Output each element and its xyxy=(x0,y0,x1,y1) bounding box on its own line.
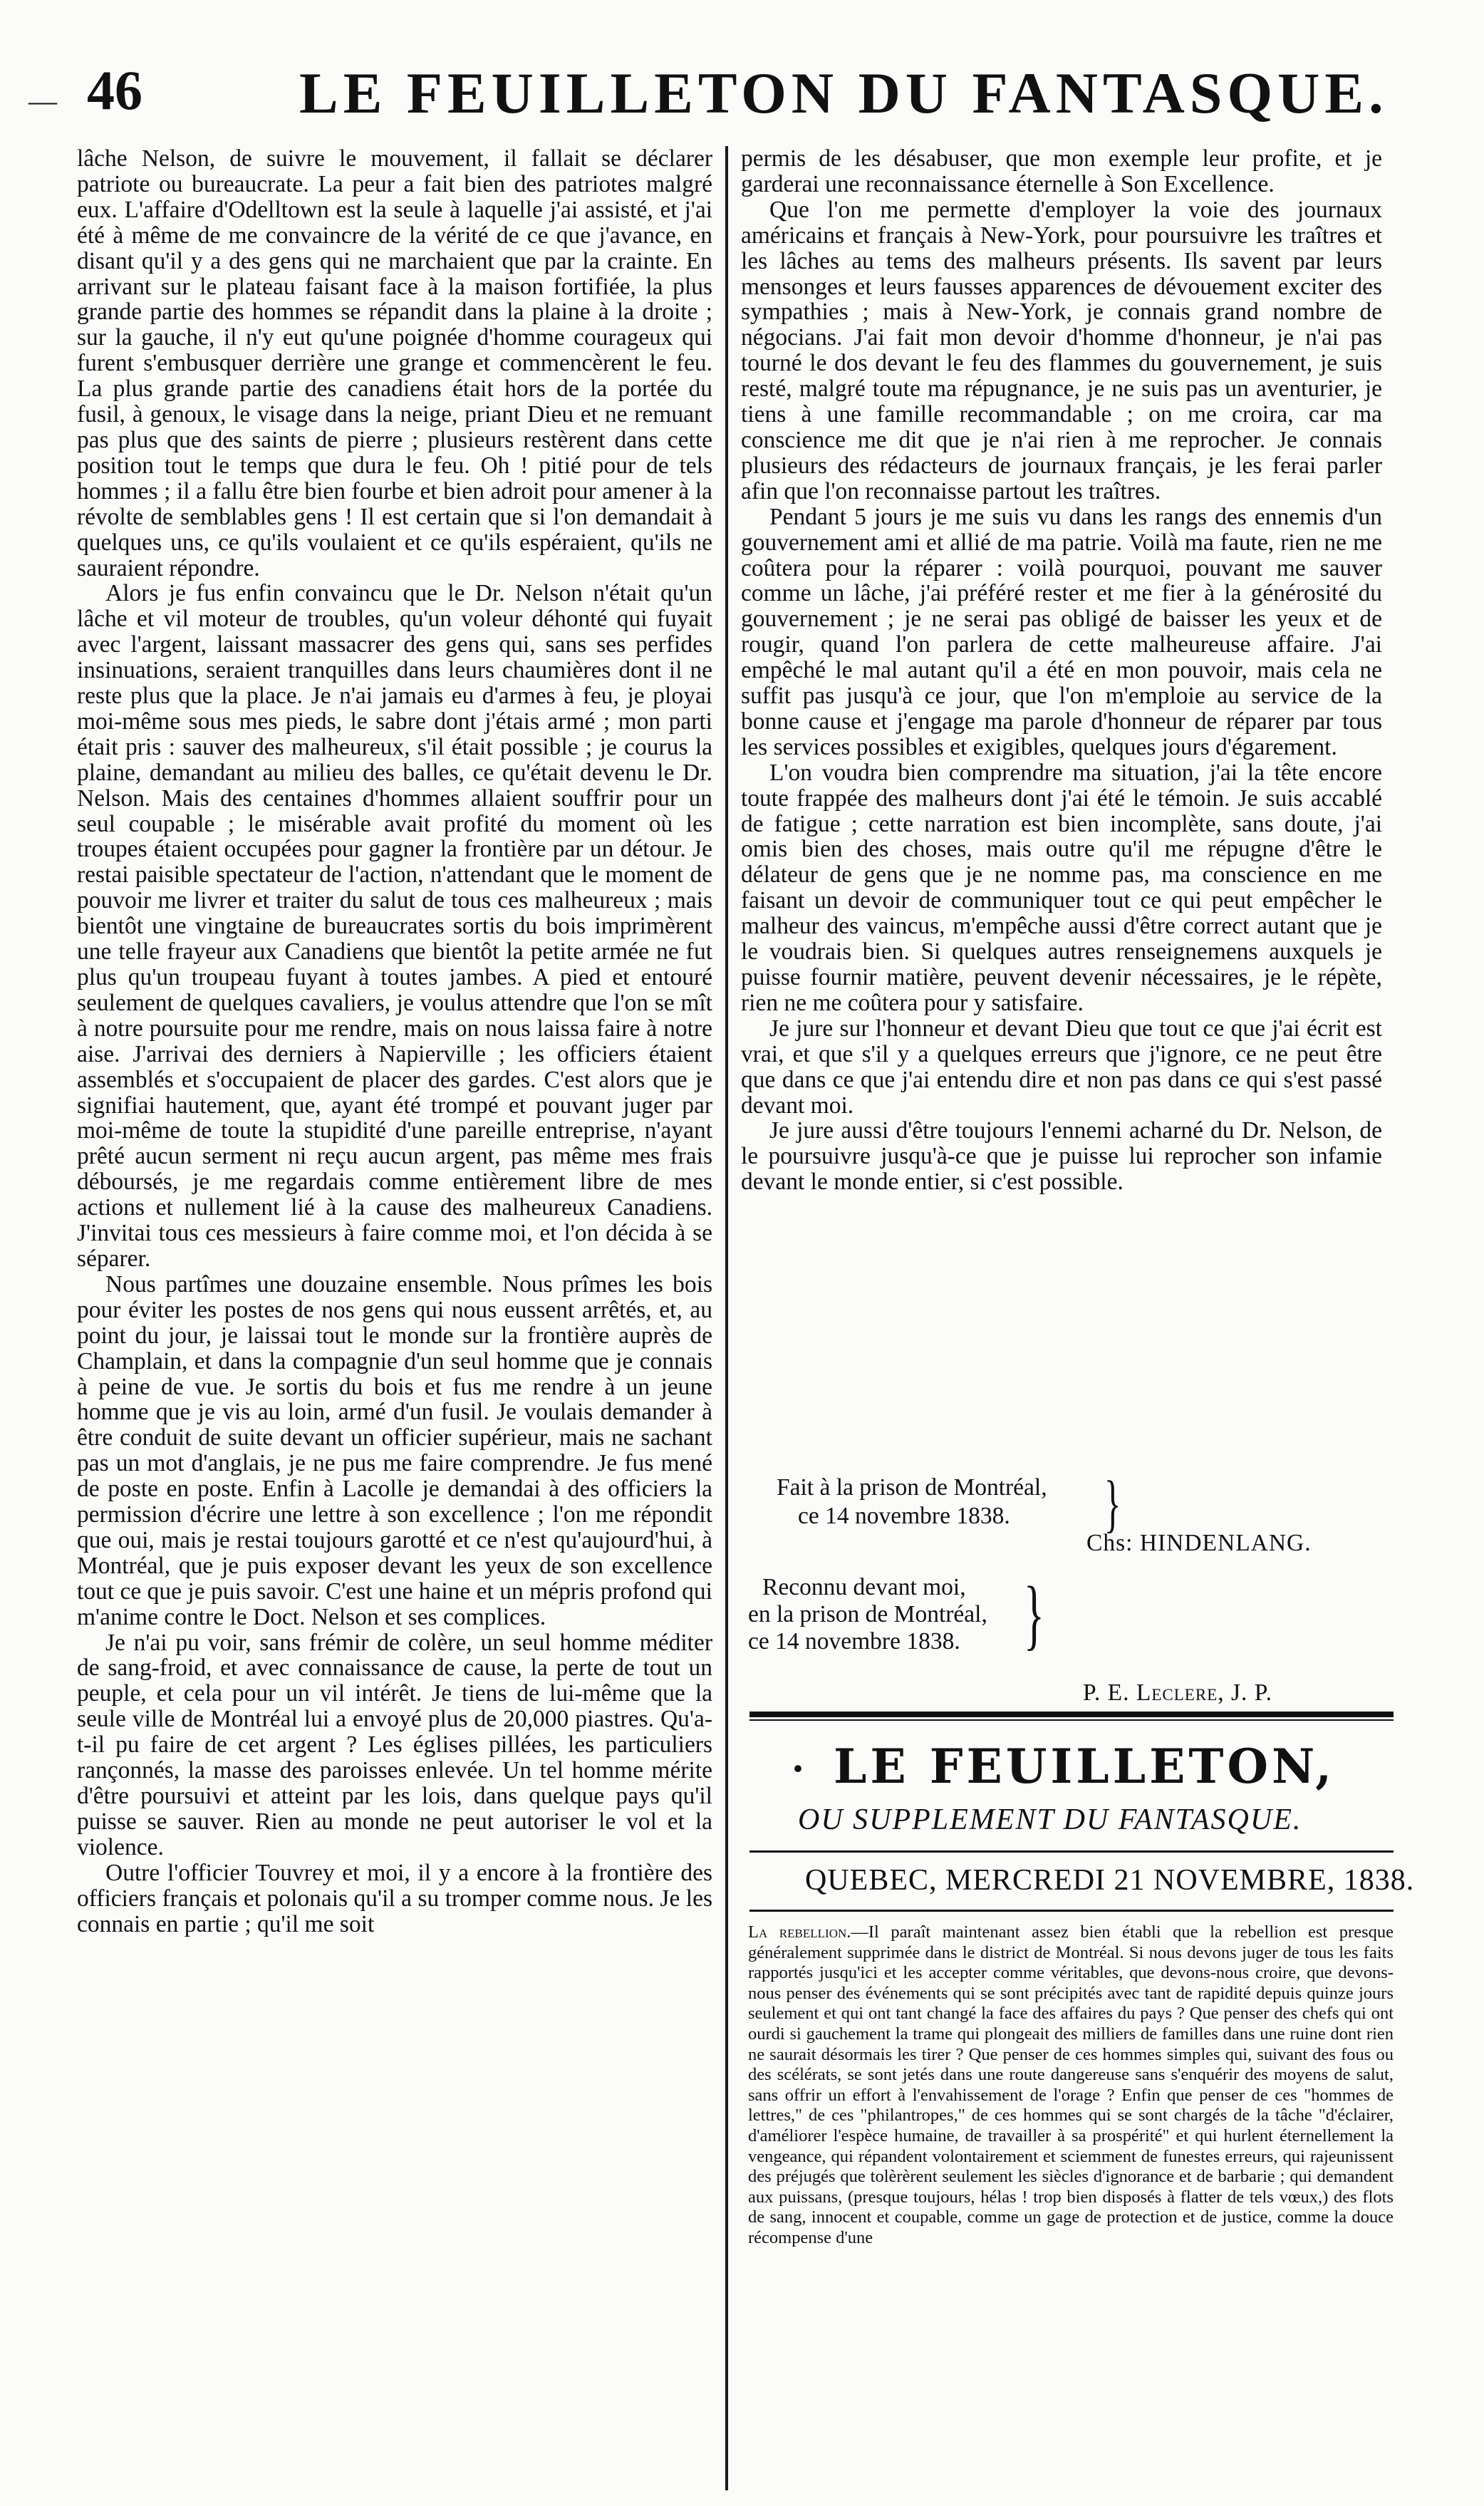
brace-glyph: } xyxy=(1104,1469,1121,1539)
left-column xyxy=(77,146,712,2490)
section-rule xyxy=(749,1910,1394,1912)
left-paragraph: lâche Nelson, de suivre le mouvement, il fallait se déclarer patriote ou bureaucrate. La peur a fait bien des patriotes malgré eux. L'affaire d'Odelltown est la seule à laquelle j'ai assisté, et j'ai été à même de me convaincre de la vérité de ce que j'avance, en disant qu'il y a des gens qui ne marchaient que par la crainte. En arrivant sur le plateau faisant face à la maison fortifiée, la plus grande partie des hommes se répandit dans la plaine à la droite ; sur la gauche, il n'y eut qu'une poignée d'homme courageux qui furent s'embusquer derrière une grange et commencèrent le feu. La plus grande partie des canadiens était hors de la portée du fusil, à genoux, le visage dans la neige, priant Dieu et ne remuant pas plus que des saints de pierre ; plusieurs restèrent dans cette position tout le temps que dura le feu. Oh ! pitié pour de tels hommes ; il a fallu être bien fourbe et bien adroit pour amener à la révolte de semblables gens ! Il est certain que si l'on demandait à quelques uns, ce qu'ils voulaient et ce qu'ils espéraient, qu'ils ne sauraient répondre. xyxy=(77,146,712,581)
feuilleton-subtitle: OU SUPPLEMENT DU FANTASQUE. xyxy=(798,1803,1302,1836)
page-number: 46 xyxy=(87,59,142,121)
signature-date: ce 14 novembre 1838. xyxy=(798,1503,1010,1529)
section-rule-thick xyxy=(749,1712,1394,1717)
recognized-line: en la prison de Montréal, xyxy=(748,1601,987,1627)
brace-glyph: } xyxy=(1023,1570,1044,1657)
header-dash: — xyxy=(28,85,57,117)
issue-dateline: QUEBEC, MERCREDI 21 NOVEMBRE, 1838. xyxy=(805,1864,1415,1897)
left-paragraph: Nous partîmes une douzaine ensemble. Nous prîmes les bois pour éviter les postes de nos gens qui nous eussent arrêtés, et, au point du jour, je laissai tout le monde sur la frontière auprès de Champlain, et dans la compagnie d'un seul homme que je connais à peine de vue. Je sortis du bois et fus me rendre à un jeune homme que je vis au loin, armé d'un fusil. Je voulais demander à être conduit de suite devant un officier supérieur, mais ne sachant pas un mot d'anglais, je ne pus me faire comprendre. Je fus mené de poste en poste. Enfin à Lacolle je demandai à des officiers la permission d'écrire une lettre à son excellence ; l'on me répondit que oui, mais je restai toujours garotté et ce n'est qu'aujourd'hui, à Montréal, que je puis exposer devant les yeux de son excellence tout ce que je puis savoir. C'est une haine et un mépris profond qui m'anime contre le Doct. Nelson et ses complices. xyxy=(77,1270,712,1630)
bullet-dot-icon: · xyxy=(791,1745,806,1792)
recognized-line: ce 14 novembre 1838. xyxy=(748,1628,960,1655)
right-paragraph: Je jure sur l'honneur et devant Dieu que tout ce que j'ai écrit est vrai, et que s'il y a quelques erreurs que j'ignore, ce ne peut être que dans ce que j'ai entendu dire et non pas dans ce qui s'est passé devant moi. xyxy=(741,1015,1382,1119)
right-paragraph: Pendant 5 jours je me suis vu dans les rangs des ennemis d'un gouvernement ami et allié de ma patrie. Voilà ma faute, rien ne me coûtera pour la réparer : voilà pourquoi, pouvant me sauver comme un lâche, j'ai préféré rester et me fier à la générosité du gouvernement ; je ne serai pas obligé de baisser les yeux et de rougir, quand l'on parlera de cette malheureuse affaire. J'ai empêché le mal autant qu'il a été en mon pouvoir, mais cela ne suffit pas jusqu'à ce jour, que l'on m'emploie au service de la bonne cause et j'engage ma parole d'honneur de réparer par tous les services possibles et exigibles, quelques jours d'égarement. xyxy=(741,503,1382,760)
left-paragraph: Alors je fus enfin convaincu que le Dr. Nelson n'était qu'un lâche et vil moteur de troubles, qu'un voleur déhonté qui fuyait avec l'argent, laissant massacrer des gens qui, sans ses perfides insinuations, seraient tranquilles dans leurs chaumières dont il ne reste plus que la place. Je n'ai jamais eu d'armes à feu, je ployai moi-même sous mes pieds, le sabre dont j'étais armé ; mon parti était pris : sauver des malheureux, s'il était possible ; je courus la plaine, demandant au milieu des balles, ce qu'était devenu le Dr. Nelson. Mais des centaines d'hommes allaient souffrir pour un seul coupable ; le misérable avait profité du moment où les troupes étaient occupées pour gagner la frontière par un détour. Je restai paisible spectateur de l'action, n'attendant que le moment de pouvoir me livrer et traiter du salut de tous ces malheureux ; mais bientôt une vingtaine de bureaucrates sortis du bois imprimèrent une telle frayeur aux Canadiens que bientôt la petite armée ne fut plus qu'un troupeau fuyant à toutes jambes. A pied et entouré seulement de quelques cavaliers, je voulus attendre que l'on se mît à notre poursuite pour me rendre, mais on nous laissa faire à notre aise. J'arrivai des derniers à Napierville ; les officiers étaient assemblés et s'occupaient de placer des gardes. C'est alors que je signifiai hautement, que, ayant été trompé et pouvant juger par moi-même de toute la stupidité d'une pareille entreprise, n'ayant prêté aucun serment ni reçu aucun argent, pas même mes frais déboursés, je me regardais comme entièrement libre de mes actions et nullement lié à la cause des malheureux Canadiens. J'invitai tous ces messieurs à faire comme moi, et l'on décida à se séparer. xyxy=(77,580,712,1272)
signer-name: Chs: HINDENLANG. xyxy=(1086,1530,1312,1556)
right-paragraph: L'on voudra bien comprendre ma situation, j'ai la tête encore toute frappée des malheurs dont j'ai été le témoin. Je suis accablé de fatigue ; cette narration est bien incomplète, sans doute, j'ai omis bien des choses, mais outre qu'il me répugne d'être le délateur de gens que je ne nomme pas, ma conscience en me faisant un devoir de communiquer tout ce qui peut empêcher le malheur des vaincus, m'empêche aussi d'être correct autant que je le voudrais bien. Si quelques autres renseignemens auxquels je puisse fournir matière, peuvent devenir nécessaires, je le répète, rien ne me coûtera pour y satisfaire. xyxy=(741,759,1382,1016)
signature-place: Fait à la prison de Montréal, xyxy=(777,1474,1047,1501)
column-divider xyxy=(725,146,728,2490)
left-paragraph: Je n'ai pu voir, sans frémir de colère, un seul homme méditer de sang-froid, et avec connaissance de cause, la perte de tout un peuple, et cela pour un vil intérêt. Je tiens de lui-même que la seule ville de Montréal lui a envoyé plus de 20,000 piastres. Qu'a-t-il pu faire de cet argent ? Les églises pillées, les particuliers rançonnés, la masse des paroisses enlevée. Un tel homme mérite d'être poursuivi et atteint par les lois, dans quelque pays qu'il puisse se sauver. Rien au monde ne peut autoriser le vol et la violence. xyxy=(77,1629,712,1860)
right-paragraph: permis de les désabuser, que mon exemple leur profite, et je garderai une reconnaissance éternelle à Son Excellence. xyxy=(741,146,1382,197)
article-paragraph xyxy=(748,1922,1394,2249)
feuilleton-title: LE FEUILLETON, xyxy=(834,1739,1336,1794)
right-paragraph: Je jure aussi d'être toujours l'ennemi acharné du Dr. Nelson, de le poursuivre jusqu'à-ce que je puisse lui reprocher son infamie devant le monde entier, si c'est possible. xyxy=(741,1117,1382,1196)
page-header xyxy=(28,50,1389,128)
recognizer-name: P. E. Leclere, J. P. xyxy=(1083,1679,1273,1706)
section-rule-thin xyxy=(749,1719,1394,1721)
rebellion-article xyxy=(748,1922,1394,2500)
masthead-title: LE FEUILLETON DU FANTASQUE. xyxy=(299,61,1389,125)
right-paragraph: Que l'on me permette d'employer la voie des journaux américains et français à New-York, pour poursuivre les traîtres et les lâches au tems des malheurs présents. Ils savent par leurs mensonges et leurs fausses apparences de dévouement exciter des sympathies ; mais à New-York, je connais grand nombre de négocians. J'ai fait mon devoir d'homme d'honneur, je n'ai pas tourné le dos devant le feu des flammes du gouvernement, je suis resté, malgré toute ma répugnance, je ne suis pas un aventurier, je tiens à une famille recommandable ; on me croira, car ma conscience me dit que je n'ai rien à me reprocher. Je connais plusieurs des rédacteurs de journaux français, je les ferai parler afin que l'on reconnaisse partout les traîtres. xyxy=(741,196,1382,504)
signature-block xyxy=(741,1469,1382,1706)
recognized-line: Reconnu devant moi, xyxy=(762,1574,966,1600)
section-rule xyxy=(749,1850,1394,1853)
left-paragraph: Outre l'officier Touvrey et moi, il y a encore à la frontière des officiers français et polonais qu'il a su tromper comme nous. Je les connais en partie ; qu'il me soit xyxy=(77,1859,712,1937)
article-body: —Il paraît maintenant assez bien établi que la rebellion est presque généralement supprimée dans le district de Montréal. Si nous devons juger de tous les faits rapportés jusqu'ici et les accepter comme véritables, que devons-nous croire, que devons-nous penser des événements qui se sont précipités avec tant de rapidité depuis quinze jours seulement et qui ont tant changé la face des affaires du pays ? Que penser des chefs qui ont ourdi si gauchement la trame qui plongeait des milliers de familles dans une ruine dont rien ne saurait désormais les tirer ? Que penser de ces hommes simples qui, suivant des fous ou des scélérats, se sont jetés dans une route dangereuse sans s'enquérir des moyens de salut, sans offrir un effort à l'envahissement de l'orage ? Enfin que penser de ces "hommes de lettres," de ces "philantropes," de ces hommes qui se sont chargés de la tâche "d'éclairer, d'améliorer l'espèce humaine, de travailler à sa prospérité" et qui hurlent éternellement la vengeance, qui répandent volontairement et sciemment de funestes erreurs, qui rajeunissent des préjugés que tolèrèrent seulement les siècles d'ignorance et de barbarie ; qui demandent aux puissans, (presque toujours, hélas ! trop bien disposés à flatter de tels vœux,) des flots de sang, innocent et coupable, comme un gage de protection et de justice, comme la douce récompense d'une xyxy=(748,1922,1394,2247)
right-column xyxy=(741,146,1382,1500)
article-lead: La rebellion. xyxy=(748,1922,851,1942)
